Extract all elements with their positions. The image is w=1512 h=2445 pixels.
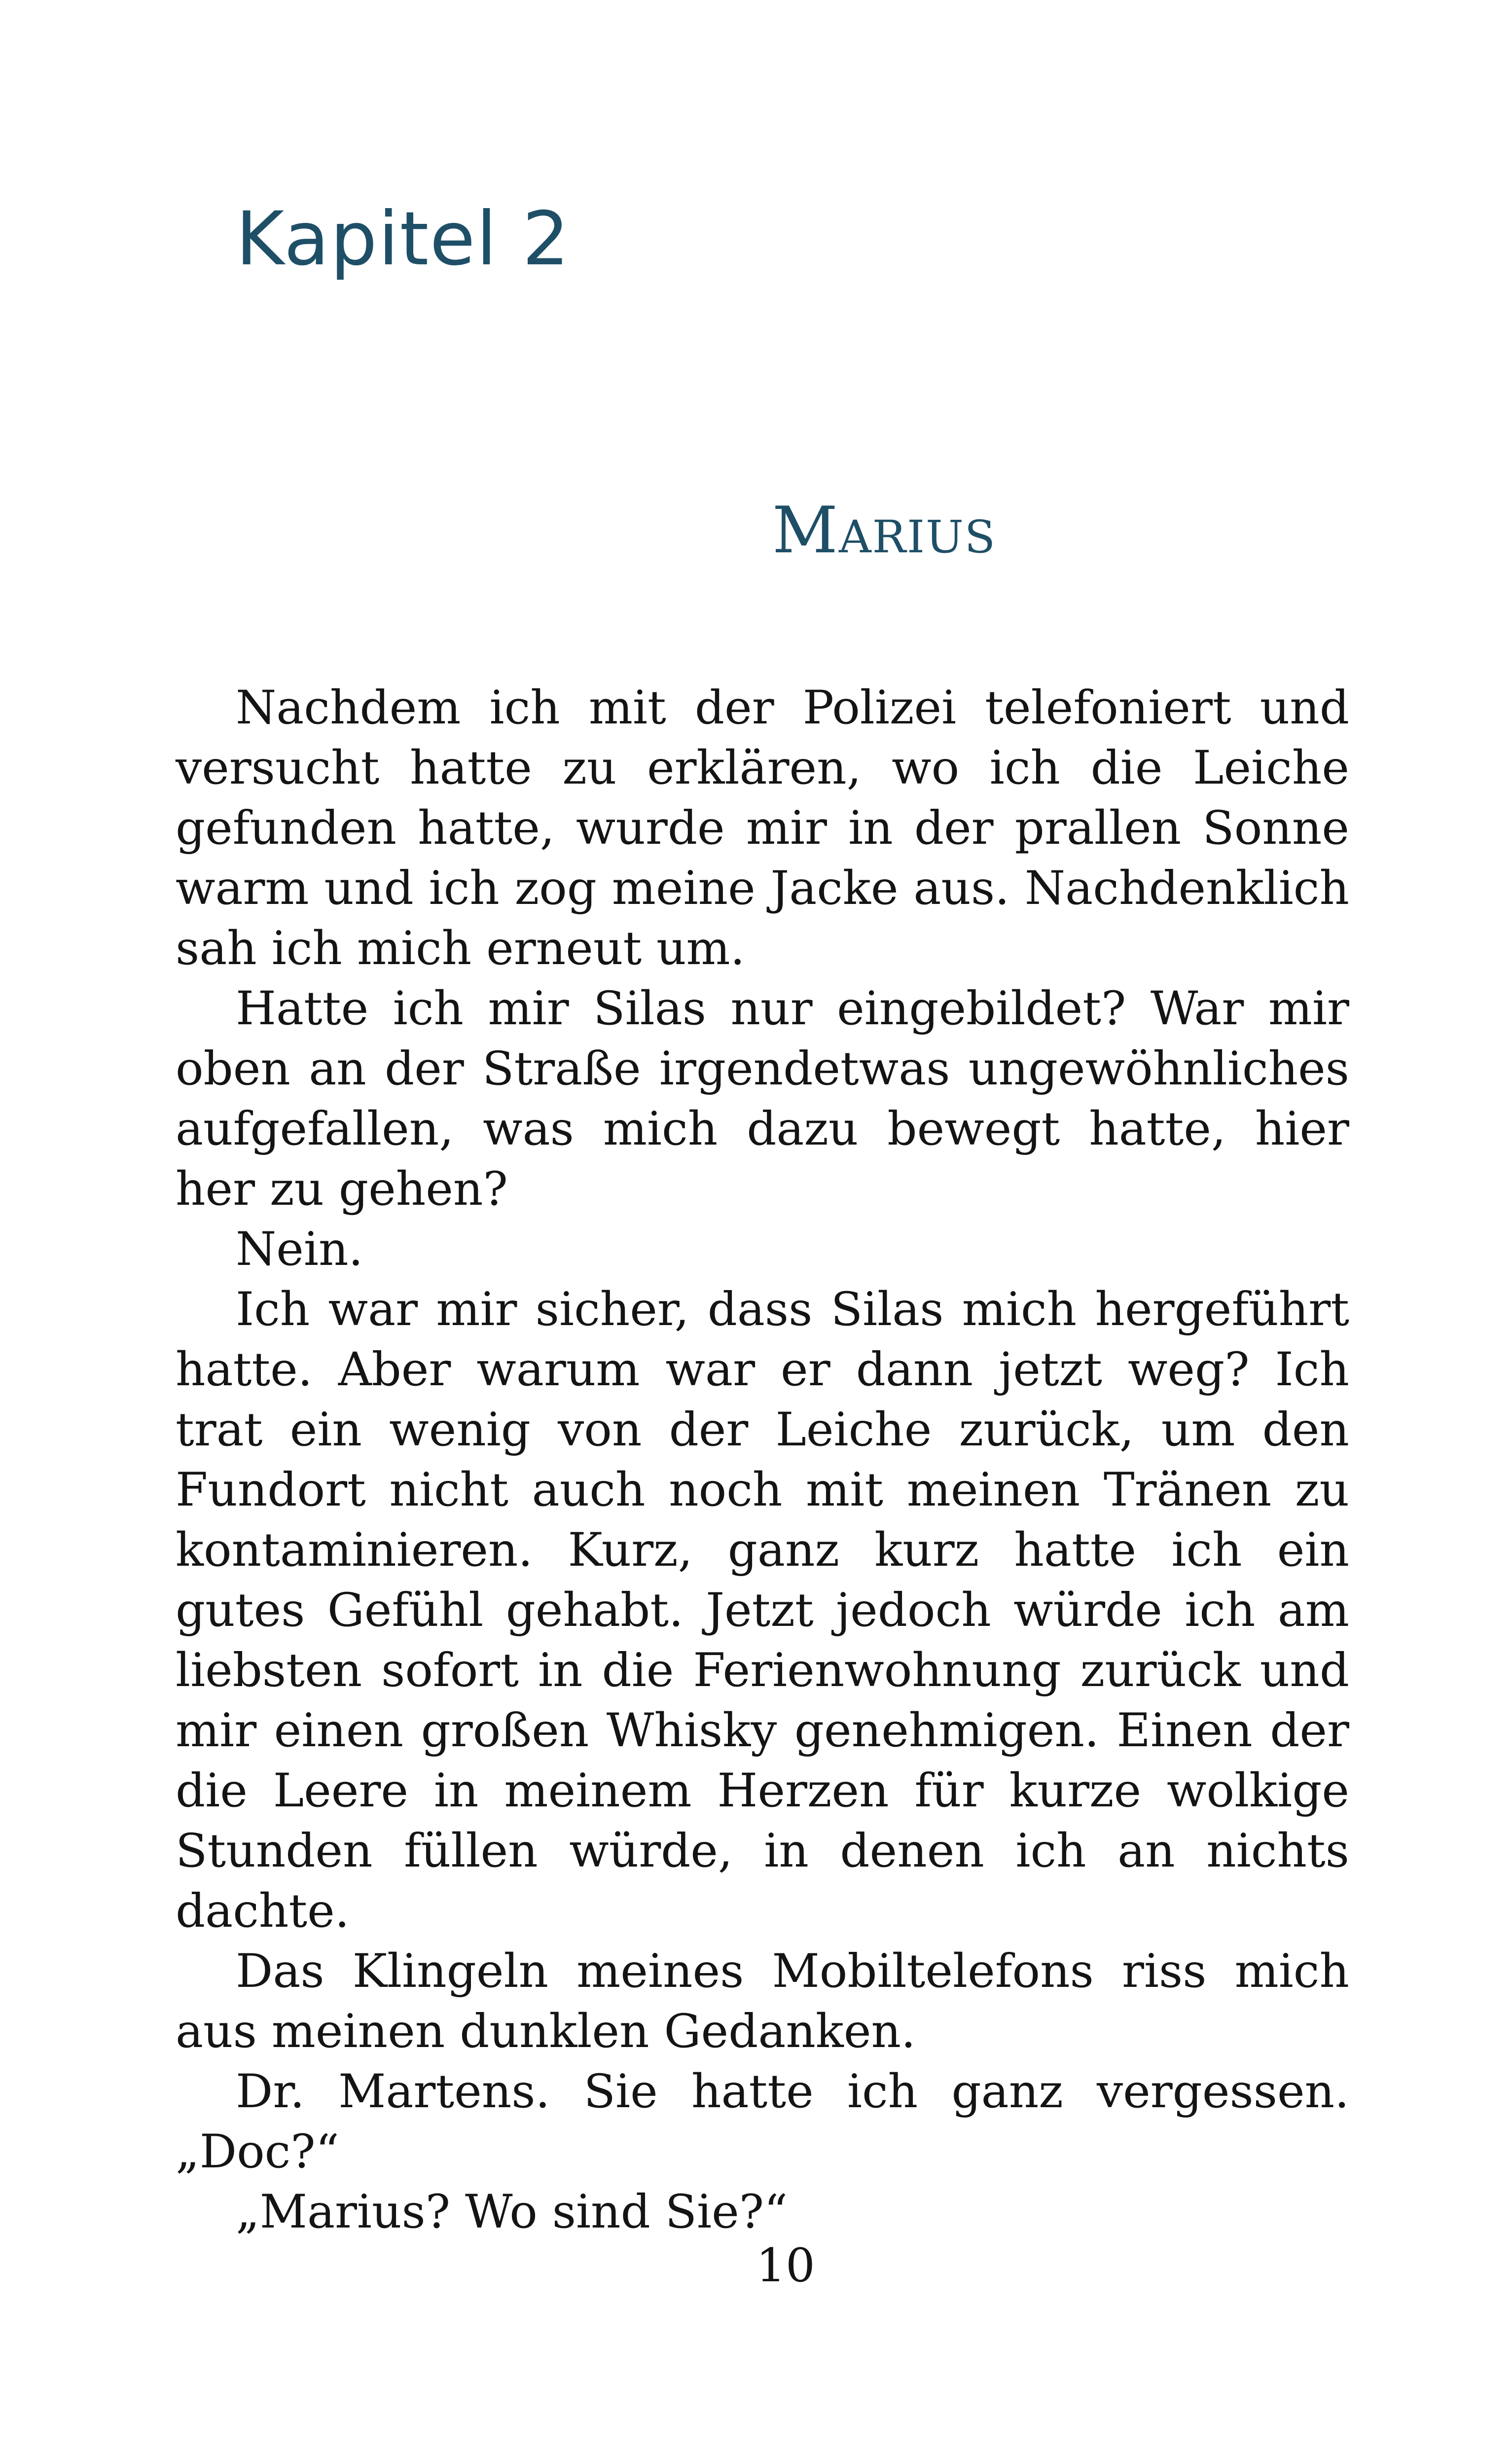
body-text <box>176 678 1349 2242</box>
paragraph: Ich war mir sicher, dass Silas mich hergeführt hatte. Aber warum war er dann jetzt weg? Ich trat ein wenig von der Leiche zurück, um den Fundort nicht auch noch mit meinen Tränen zu kontaminieren. Kurz, ganz kurz hatte ich ein gutes Gefühl gehabt. Jetzt jedoch würde ich am liebsten sofort in die Ferienwohnung zurück und mir einen großen Whisky genehmigen. Einen der die Leere in meinem Herzen für kurze wolkige Stunden füllen würde, in denen ich an nichts dachte. <box>176 1283 1349 1938</box>
paragraph: Das Klingeln meines Mobiltelefons riss mich aus meinen dunklen Gedanken. <box>176 1944 1349 2058</box>
paragraph: Nachdem ich mit der Polizei telefoniert und versucht hatte zu erklären, wo ich die Leiche gefunden hatte, wurde mir in der prallen Sonne warm und ich zog meine Jacke aus. Nachdenklich sah ich mich erneut um. <box>176 681 1349 975</box>
paragraph: Hatte ich mir Silas nur eingebildet? War mir oben an der Straße irgendetwas ungewöhnliches aufgefallen, was mich dazu bewegt hatte, hier her zu gehen? <box>176 982 1349 1216</box>
paragraph: „Marius? Wo sind Sie?“ <box>236 2185 788 2239</box>
page-number-text: 10 <box>756 2239 815 2293</box>
page-number <box>0 2239 1512 2293</box>
paragraph: Nein. <box>236 1222 363 1276</box>
section-title-text: Marius <box>772 493 997 568</box>
chapter-title: Kapitel 2 <box>236 196 571 282</box>
paragraph: Dr. Martens. Sie hatte ich ganz vergessen. „Doc?“ <box>176 2065 1349 2179</box>
section-title <box>0 493 1512 568</box>
